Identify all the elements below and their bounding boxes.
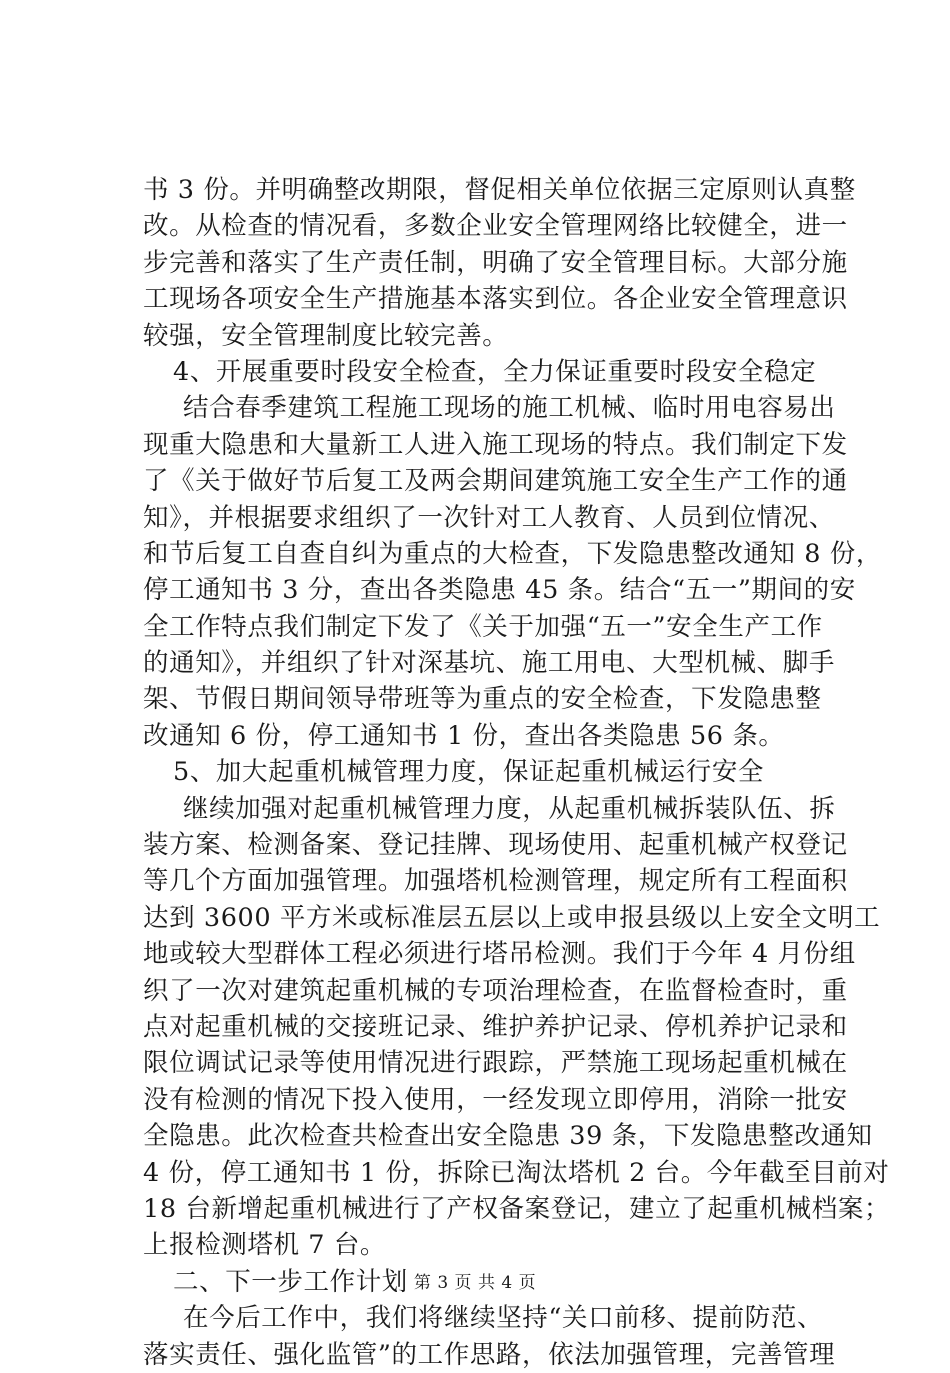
text-line: 较强，安全管理制度比较完善。 [143,320,509,351]
text-line: 全隐患。此次检查共检查出安全隐患 39 条，下发隐患整改通知 [143,1121,873,1152]
text-line: 知》，并根据要求组织了一次针对工人教育、人员到位情况、 [143,502,835,533]
text-line: 18 台新增起重机械进行了产权备案登记，建立了起重机械档案； [143,1193,891,1224]
text-line: 没有检测的情况下投入使用，一经发现立即停用，消除一批安 [143,1084,848,1115]
text-line: 改通知 6 份，停工通知书 1 份，查出各类隐患 56 条。 [143,720,785,751]
text-line: 工现场各项安全生产措施基本落实到位。各企业安全管理意识 [143,284,848,315]
text-line: 装方案、检测备案、登记挂牌、现场使用、起重机械产权登记 [143,830,848,861]
text-line: 架、节假日期间领导带班等为重点的安全检查，下发隐患整 [143,684,822,715]
text-line: 和节后复工自查自纠为重点的大检查，下发隐患整改通知 8 份， [143,538,882,569]
text-line: 的通知》，并组织了针对深基坑、施工用电、大型机械、脚手 [143,648,835,679]
text-line: 落实责任、强化监管”的工作思路，依法加强管理，完善管理 [143,1339,836,1370]
text-line: 达到 3600 平方米或标准层五层以上或申报县级以上安全文明工 [143,902,881,933]
text-line: 织了一次对建筑起重机械的专项治理检查，在监督检查时，重 [143,975,848,1006]
text-line: 了《关于做好节后复工及两会期间建筑施工安全生产工作的通 [143,466,848,497]
section-heading: 二、下一步工作计划 [173,1266,408,1297]
text-line: 书 3 份。并明确整改期限，督促相关单位依据三定原则认真整 [143,175,856,205]
text-line: 点对起重机械的交接班记录、维护养护记录、停机养护记录和 [143,1011,848,1042]
text-line: 停工通知书 3 分，查出各类隐患 45 条。结合“五一”期间的安 [143,575,856,606]
text-line: 上报检测塔机 7 台。 [143,1230,387,1261]
text-line: 地或较大型群体工程必须进行塔吊检测。我们于今年 4 月份组 [143,939,856,970]
document-body [143,172,891,1373]
section-heading: 4、开展重要时段安全检查，全力保证重要时段安全稳定 [173,356,817,387]
text-line: 改。从检查的情况看，多数企业安全管理网络比较健全，进一 [143,211,848,242]
text-line: 4 份，停工通知书 1 份，拆除已淘汰塔机 2 台。今年截至目前对 [143,1157,890,1188]
text-line: 继续加强对起重机械管理力度，从起重机械拆装队伍、拆 [183,793,836,824]
text-line: 在今后工作中，我们将继续坚持“关口前移、提前防范、 [183,1303,824,1334]
page-footer: 第 3 页 共 4 页 [413,1273,537,1293]
text-line: 步完善和落实了生产责任制，明确了安全管理目标。大部分施 [143,247,848,278]
text-line: 结合春季建筑工程施工现场的施工机械、临时用电容易出 [183,393,836,424]
text-line: 全工作特点我们制定下发了《关于加强“五一”安全生产工作 [143,611,823,642]
section-heading: 5、加大起重机械管理力度，保证起重机械运行安全 [173,757,765,788]
text-line: 限位调试记录等使用情况进行跟踪，严禁施工现场起重机械在 [143,1048,848,1079]
text-line: 现重大隐患和大量新工人进入施工现场的特点。我们制定下发 [143,429,848,460]
text-line: 等几个方面加强管理。加强塔机检测管理，规定所有工程面积 [143,866,848,897]
